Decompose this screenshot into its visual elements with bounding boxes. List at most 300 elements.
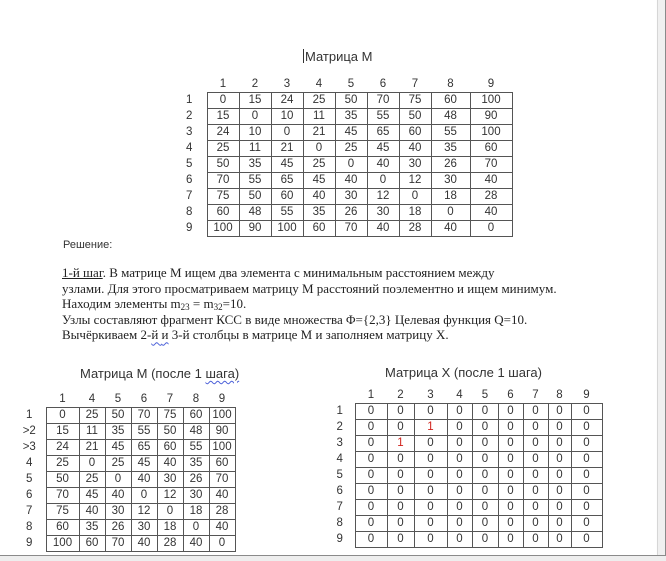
matrix-cell: 35 [105,424,131,440]
matrix-cell: 48 [239,205,271,221]
matrix-cell: 25 [303,93,335,109]
matrix-cell: 60 [271,189,303,205]
corner-cell [172,77,207,93]
matrix-cell: 0 [472,420,498,436]
matrix-cell: 40 [183,536,209,552]
matrix-cell: 0 [548,436,571,452]
matrix-cell: 28 [209,504,235,520]
matrix-cell: 60 [79,536,105,552]
spellcheck-word[interactable]: й [151,327,159,343]
matrix-x-table [325,388,603,548]
matrix-m-after-title: Матрица M (после 1 шага) [80,366,240,381]
matrix-cell: 15 [46,424,79,440]
matrix-cell: 21 [271,141,303,157]
matrix-cell: 25 [46,456,79,472]
matrix-cell: 28 [470,189,512,205]
matrix-cell: 48 [431,109,470,125]
matrix-cell: 30 [105,504,131,520]
page-edge-bottom [0,555,666,561]
matrix-cell: 0 [571,436,602,452]
solution-label: Решение: [63,239,113,251]
matrix-cell: 0 [498,500,523,516]
matrix-cell: 50 [46,472,79,488]
column-header: 6 [379,78,387,90]
matrix-cell: 60 [46,520,79,536]
matrix-cell: 0 [387,532,414,548]
matrix-cell: 26 [431,157,470,173]
matrix-cell: 0 [548,468,571,484]
row-header: 6 [186,174,193,186]
table-row [172,125,512,141]
column-header: 3 [427,389,434,401]
row-header: 5 [186,158,193,170]
row-header: 4 [186,142,193,154]
matrix-cell: 60 [470,141,512,157]
matrix-cell: 70 [335,221,367,237]
matrix-cell: 0 [548,516,571,532]
table-row [325,468,602,484]
table-row [13,440,267,456]
matrix-cell: 0 [387,516,414,532]
matrix-cell: 0 [131,488,157,504]
matrix-cell: 0 [387,404,414,420]
matrix-cell: 50 [335,93,367,109]
matrix-cell: 0 [571,420,602,436]
matrix-m-table [172,77,513,237]
matrix-cell: 75 [157,408,183,424]
table-row [13,504,267,520]
matrix-cell: 90 [209,424,235,440]
row-header: 7 [336,501,343,513]
matrix-cell: 0 [355,436,387,452]
matrix-cell: 55 [367,109,399,125]
matrix-m-title: Матрица M [305,49,373,64]
matrix-cell: 55 [131,424,157,440]
row-header: >2 [22,425,36,437]
matrix-cell: 0 [355,420,387,436]
matrix-cell: 25 [335,141,367,157]
matrix-cell: 30 [183,488,209,504]
matrix-cell: 40 [367,157,399,173]
row-header: 3 [186,126,193,138]
row-header: 8 [336,517,343,529]
table-row [172,205,512,221]
matrix-cell: 45 [367,141,399,157]
matrix-cell: 60 [183,408,209,424]
matrix-cell: 40 [79,504,105,520]
matrix-cell: 40 [431,221,470,237]
matrix-cell: 100 [209,440,235,456]
matrix-cell: 0 [447,468,472,484]
matrix-cell: 55 [239,173,271,189]
matrix-cell: 30 [367,205,399,221]
row-header: 2 [186,110,193,122]
text-cursor [303,49,304,63]
column-header: 5 [114,393,122,405]
matrix-cell: 0 [571,484,602,500]
matrix-cell: 100 [470,93,512,109]
matrix-cell: 0 [571,452,602,468]
column-header: 1 [219,78,227,90]
matrix-cell: 40 [399,141,431,157]
matrix-cell: 0 [447,452,472,468]
matrix-cell: 70 [367,93,399,109]
matrix-cell: 0 [523,484,548,500]
row-header: 6 [26,489,33,501]
row-header: 1 [26,409,33,421]
row-header: 8 [186,206,193,218]
matrix-cell: 0 [523,420,548,436]
table-row [325,420,602,436]
matrix-cell: 0 [523,468,548,484]
matrix-cell: 70 [131,408,157,424]
table-row [172,157,512,173]
matrix-cell: 25 [207,141,239,157]
matrix-cell-highlighted: 1 [414,420,447,436]
table-row [13,536,267,552]
matrix-cell: 60 [303,221,335,237]
matrix-cell: 55 [431,125,470,141]
step-label: 1-й шаг [62,265,103,280]
matrix-cell: 45 [131,456,157,472]
row-header: 5 [336,469,343,481]
page-edge-right [657,0,666,560]
table-row [325,516,602,532]
matrix-cell: 40 [209,520,235,536]
matrix-cell: 50 [399,109,431,125]
matrix-cell: 0 [105,472,131,488]
matrix-cell: 0 [239,109,271,125]
matrix-cell: 75 [207,189,239,205]
column-header: 6 [140,393,148,405]
matrix-cell: 0 [523,532,548,548]
matrix-cell: 40 [367,221,399,237]
matrix-cell: 18 [431,189,470,205]
matrix-cell: 30 [399,157,431,173]
solution-line-5: Вычёркиваем 2-й и 3-й столбцы в матрице M и заполняем матрицу X. [62,327,449,343]
matrix-cell: 10 [271,109,303,125]
matrix-cell: 40 [470,173,512,189]
matrix-cell: 11 [239,141,271,157]
matrix-cell-highlighted: 1 [387,436,414,452]
matrix-cell: 0 [548,420,571,436]
matrix-cell: 28 [157,536,183,552]
matrix-cell: 70 [46,488,79,504]
matrix-cell: 24 [46,440,79,456]
matrix-cell: 0 [355,532,387,548]
matrix-cell: 0 [472,468,498,484]
matrix-cell: 0 [472,516,498,532]
column-header: 9 [583,389,590,401]
matrix-cell: 40 [131,472,157,488]
matrix-cell: 25 [105,456,131,472]
matrix-cell: 0 [571,516,602,532]
matrix-cell: 0 [414,516,447,532]
column-header: 6 [507,389,514,401]
matrix-cell: 0 [472,404,498,420]
solution-line-4: Узлы составляют фрагмент КСС в виде множества Φ={2,3} Целевая функция Q=10. [62,311,528,327]
matrix-cell: 12 [131,504,157,520]
matrix-cell: 0 [447,420,472,436]
column-header-row [13,392,267,408]
matrix-cell: 0 [387,452,414,468]
table-row [172,93,512,109]
column-header: 7 [411,78,419,90]
corner-cell [13,392,46,408]
column-header: 5 [347,78,355,90]
column-header: 9 [218,393,226,405]
matrix-cell: 0 [79,456,105,472]
matrix-cell: 0 [472,532,498,548]
matrix-cell: 11 [79,424,105,440]
matrix-cell: 65 [271,173,303,189]
matrix-cell: 30 [431,173,470,189]
matrix-cell: 60 [157,440,183,456]
matrix-cell: 12 [367,189,399,205]
matrix-cell: 50 [207,157,239,173]
row-header: 9 [336,533,343,545]
column-header: 2 [397,389,404,401]
matrix-cell: 65 [367,125,399,141]
table-row [325,532,602,548]
column-header: 8 [556,389,563,401]
row-header: 7 [26,505,33,517]
matrix-cell: 0 [498,420,523,436]
matrix-cell: 45 [79,488,105,504]
table-row [172,173,512,189]
matrix-cell: 15 [207,109,239,125]
matrix-cell: 0 [447,436,472,452]
matrix-cell: 40 [157,456,183,472]
table-row [325,452,602,468]
matrix-cell: 50 [239,189,271,205]
matrix-cell: 0 [355,452,387,468]
matrix-cell: 45 [335,125,367,141]
spellcheck-word[interactable]: и [161,327,169,343]
row-header: >3 [22,441,36,453]
matrix-cell: 0 [387,468,414,484]
matrix-cell: 0 [209,536,235,552]
solution-line-2: узлами. Для этого просматриваем матрицу M расстояний поэлементно и ищем минимум. [62,280,557,296]
matrix-cell: 21 [303,125,335,141]
matrix-cell: 0 [183,520,209,536]
matrix-cell: 0 [472,484,498,500]
row-header: 8 [26,521,33,533]
matrix-cell: 0 [355,500,387,516]
table-row [172,221,512,237]
matrix-cell: 15 [239,93,271,109]
row-header: 1 [186,94,193,106]
matrix-cell: 70 [209,472,235,488]
matrix-cell: 100 [470,125,512,141]
matrix-cell: 0 [571,500,602,516]
matrix-cell: 0 [387,484,414,500]
table-row [13,520,267,536]
matrix-cell: 60 [399,125,431,141]
table-row [13,408,267,424]
matrix-cell: 0 [355,484,387,500]
matrix-cell: 70 [105,536,131,552]
row-header: 2 [336,421,343,433]
matrix-cell: 40 [209,488,235,504]
corner-cell [325,388,355,404]
column-header: 1 [59,393,66,405]
matrix-cell: 35 [79,520,105,536]
matrix-cell: 48 [183,424,209,440]
column-header: 7 [532,389,539,401]
column-header-row [172,77,512,93]
matrix-cell: 0 [447,404,472,420]
matrix-cell: 11 [303,109,335,125]
matrix-cell: 0 [548,404,571,420]
matrix-cell: 45 [105,440,131,456]
column-header: 4 [88,393,96,405]
matrix-cell: 25 [79,472,105,488]
matrix-cell: 12 [399,173,431,189]
matrix-x-title: Матрица X (после 1 шага) [385,365,542,380]
matrix-cell: 0 [355,516,387,532]
matrix-cell: 0 [548,484,571,500]
matrix-cell: 0 [355,404,387,420]
matrix-cell: 30 [157,472,183,488]
matrix-cell: 0 [472,500,498,516]
matrix-cell: 0 [523,404,548,420]
matrix-cell: 60 [431,93,470,109]
matrix-cell: 75 [399,93,431,109]
matrix-cell: 75 [46,504,79,520]
column-header: 7 [166,393,174,405]
solution-line-3: Находим элементы $m_{23} = m_{32}=10$. [62,296,247,313]
matrix-cell: 0 [571,532,602,548]
matrix-cell: 0 [472,436,498,452]
row-header: 9 [26,537,33,549]
table-row [13,488,267,504]
matrix-cell: 35 [183,456,209,472]
matrix-cell: 100 [207,221,239,237]
matrix-cell: 25 [303,157,335,173]
matrix-cell: 0 [399,189,431,205]
matrix-cell: 0 [498,436,523,452]
table-row [13,424,267,440]
table-row [172,189,512,205]
matrix-cell: 0 [498,532,523,548]
matrix-cell: 40 [105,488,131,504]
matrix-cell: 0 [523,436,548,452]
matrix-cell: 0 [571,468,602,484]
column-header: 5 [481,389,489,401]
matrix-cell: 18 [157,520,183,536]
matrix-cell: 45 [271,157,303,173]
matrix-cell: 100 [271,221,303,237]
column-header: 4 [315,78,323,90]
matrix-cell: 12 [157,488,183,504]
matrix-cell: 50 [105,408,131,424]
matrix-cell: 0 [414,436,447,452]
row-header: 5 [26,473,33,485]
matrix-cell: 0 [498,484,523,500]
matrix-cell: 65 [131,440,157,456]
matrix-cell: 70 [470,157,512,173]
matrix-cell: 0 [498,468,523,484]
matrix-cell: 0 [157,504,183,520]
matrix-cell: 0 [447,484,472,500]
solution-line-1: 1-й шаг. В матрице M ищем два элемента с минимальным расстоянием между [62,265,495,280]
matrix-cell: 0 [447,516,472,532]
matrix-cell: 0 [414,484,447,500]
matrix-cell: 100 [209,408,235,424]
matrix-cell: 0 [498,516,523,532]
table-row [325,484,602,500]
matrix-cell: 30 [335,189,367,205]
row-header: 4 [336,453,343,465]
matrix-cell: 0 [387,420,414,436]
column-header: 1 [367,389,375,401]
row-header: 7 [186,190,193,202]
matrix-cell: 60 [209,456,235,472]
matrix-cell: 26 [183,472,209,488]
matrix-cell: 0 [447,500,472,516]
matrix-cell: 26 [335,205,367,221]
matrix-cell: 28 [399,221,431,237]
matrix-cell: 90 [470,109,512,125]
matrix-cell: 26 [105,520,131,536]
matrix-m-after-table [13,392,267,552]
matrix-cell: 35 [303,205,335,221]
matrix-cell: 0 [523,452,548,468]
matrix-cell: 0 [470,221,512,237]
matrix-cell: 0 [498,452,523,468]
column-header: 4 [456,389,463,401]
spellcheck-word[interactable]: шага) [205,366,240,381]
matrix-cell: 0 [387,500,414,516]
matrix-cell: 18 [183,504,209,520]
matrix-cell: 0 [414,452,447,468]
matrix-cell: 100 [46,536,79,552]
matrix-cell: 45 [303,173,335,189]
matrix-cell: 0 [472,452,498,468]
matrix-cell: 55 [271,205,303,221]
table-row [325,436,602,452]
row-header: 4 [26,457,33,469]
row-header: 9 [186,222,193,234]
matrix-cell: 50 [157,424,183,440]
matrix-cell: 0 [335,157,367,173]
matrix-cell: 0 [548,500,571,516]
column-header: 3 [283,78,291,90]
matrix-cell: 35 [431,141,470,157]
matrix-cell: 0 [414,532,447,548]
matrix-cell: 0 [367,173,399,189]
matrix-cell: 55 [183,440,209,456]
matrix-cell: 0 [523,500,548,516]
matrix-cell: 0 [571,404,602,420]
table-row [172,109,512,125]
matrix-cell: 25 [79,408,105,424]
matrix-cell: 70 [207,173,239,189]
column-header: 8 [192,393,200,405]
matrix-cell: 35 [239,157,271,173]
matrix-cell: 21 [79,440,105,456]
matrix-cell: 35 [335,109,367,125]
row-header: 1 [336,405,343,417]
table-row [13,456,267,472]
matrix-cell: 0 [523,516,548,532]
table-row [13,472,267,488]
table-row [172,141,512,157]
matrix-cell: 30 [131,520,157,536]
table-row [325,500,602,516]
matrix-cell: 90 [239,221,271,237]
